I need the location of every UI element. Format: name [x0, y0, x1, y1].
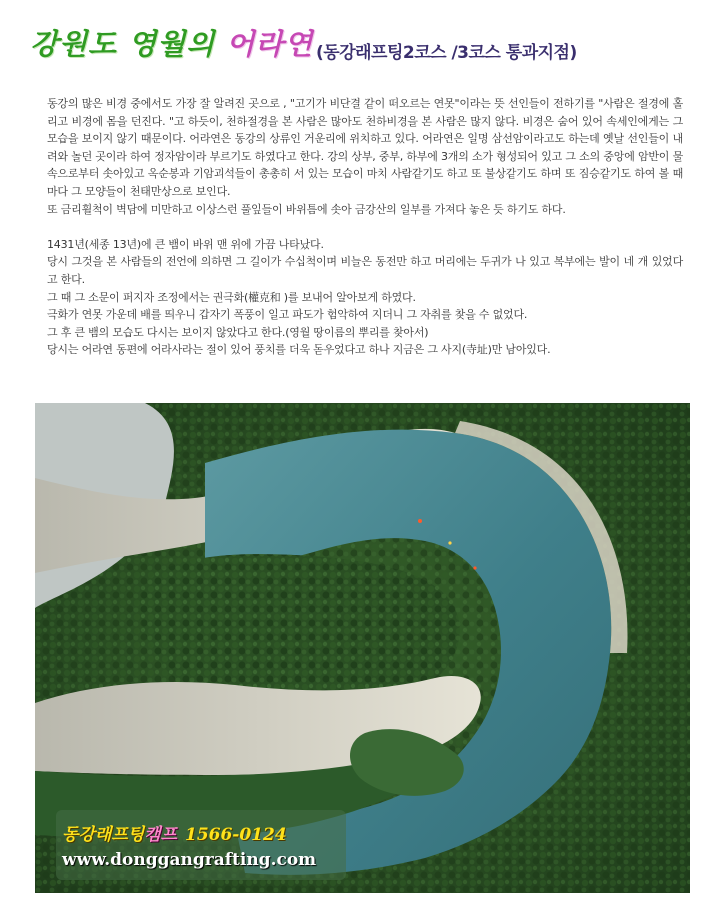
- page-subtitle: (동강래프팅2코스 /3코스 통과지점): [316, 43, 577, 63]
- title-main: 강원도 영월의: [30, 27, 227, 61]
- watermark-line1: [62, 820, 287, 845]
- raft-marker: [448, 541, 451, 544]
- paragraph-2b: 당시 그것을 본 사람들의 전언에 의하면 그 길이가 수십척이며 비늘은 동전만 하고 머리에는 두귀가 나 있고 복부에는 발이 네 개 있었다고 한다.: [47, 255, 683, 286]
- paragraph-1a: 동강의 많은 비경 중에서도 가장 잘 알려진 곳으로 , "고기가 비단결 같이 떠오르는 연못"이라는 뜻 선인들이 전하기를 "사람은 절경에 홀리고 비경에 몸을 던진다. "고 하듯이, 천하절경을 본 사람은 많아도 천하비경을 본 사람은 많지 않다. 비경은 숨어 있어 속세인에게는 그 모습을 보이지 않기 때문이다. 어라연은 동강의 상류인 거운리에 위치하고 있다. 어라연은 일명 삼선암이라고도 하는데 옛날 선인들이 내려와 놀던 곳이라 하여 정자암이라 부르기도 하였다고 한다. 강의 상부, 중부, 하부에 3개의 소가 형성되어 있고 그 소의 중앙에 암반이 물속으로부터 솟아있고 옥순봉과 기암괴석들이 총총히 서 있는 모습이 마치 사람같기도 하고 또 불상같기도 하며 또 짐승같기도 하여 볼 때마다 그 모양들이 천태만상으로 보인다.: [47, 97, 683, 198]
- watermark-brand: 동강래프팅: [62, 825, 145, 845]
- paragraph-gap: [47, 218, 683, 236]
- paragraph-2a: 1431년(세종 13년)에 큰 뱀이 바위 맨 위에 가끔 나타났다.: [47, 237, 324, 251]
- watermark-camp: 캠프: [144, 825, 177, 845]
- page-header: [0, 0, 720, 80]
- raft-marker: [473, 566, 476, 569]
- paragraph-2c: 그 때 그 소문이 퍼지자 조정에서는 권극화(權克和 )를 보내어 알아보게 하였다.: [47, 290, 416, 304]
- watermark-phone: 1566-0124: [184, 825, 287, 845]
- title-accent: 어라연: [226, 27, 314, 61]
- paragraph-2d: 극화가 연못 가운데 배를 띄우니 갑자기 폭풍이 일고 파도가 험악하여 지더니 그 자취를 찾을 수 없었다.: [47, 308, 528, 322]
- page-title: [30, 22, 313, 63]
- watermark-url[interactable]: www.donggangrafting.com: [62, 850, 317, 870]
- article-body: [47, 95, 683, 359]
- paragraph-2f: 당시는 어라연 동편에 어라사라는 절이 있어 풍치를 더욱 돋우었다고 하나 지금은 그 사지(寺址)만 남아있다.: [47, 343, 551, 357]
- paragraph-1b: 또 금리휠척이 벽담에 미만하고 이상스런 풀잎들이 바위틈에 솟아 금강산의 일부를 가져다 놓은 듯 하기도 하다.: [47, 202, 566, 216]
- raft-marker: [418, 519, 422, 523]
- paragraph-2e: 그 후 큰 뱀의 모습도 다시는 보이지 않았다고 한다.(영월 땅이름의 뿌리를 찾아서): [47, 325, 429, 339]
